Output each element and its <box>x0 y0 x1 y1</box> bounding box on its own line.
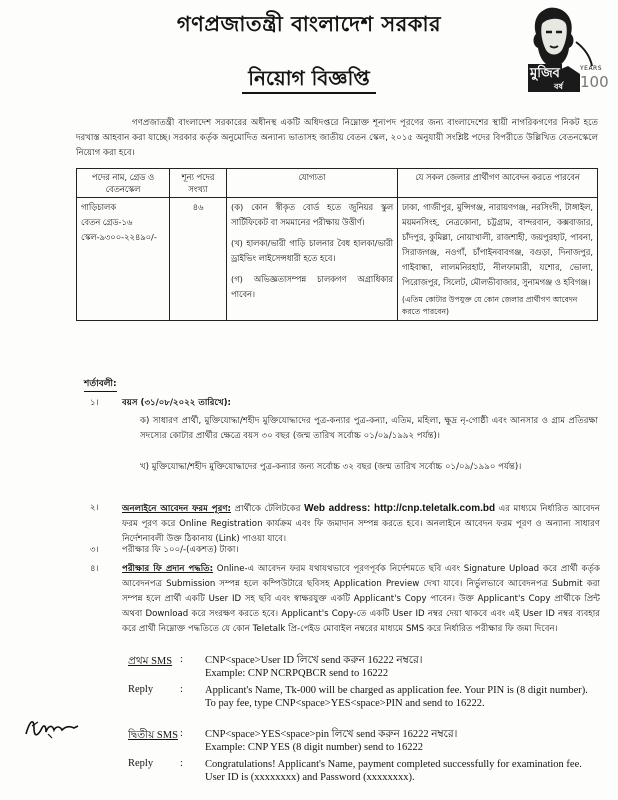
qualification-cell <box>227 198 398 321</box>
reply-2-colon: : <box>180 758 183 769</box>
vacancy-table <box>76 168 598 321</box>
terms-title: শর্তাবলী: <box>84 376 117 392</box>
term-1-a: ক) সাধারণ প্রার্থী, মুক্তিযোদ্ধা/শহীদ মুক্তিযোদ্ধাদের পুত্র-কন্যার পুত্র-কন্যা, এতিম, মহিলা, ক্ষুদ্র নৃ-গোষ্ঠী এবং আনসার ও গ্রাম প্রতিরক্ষা সদস্যের কোটার প্রার্থীর ক্ষেত্রে বয়স ৩০ বছর (জন্ম তারিখ সর্বোচ্চ ০১/০৯/১৯৯২ পর্যন্ত)। <box>140 416 598 441</box>
logo-word: মুজিব <box>528 64 562 85</box>
qualification-b: (খ) হালকা/ভারী গাড়ি চালনার বৈধ হালকা/ভারী ড্রাইভিং লাইসেন্সধারী হতে হবে। <box>231 238 393 263</box>
sms-2-text: CNP<space>YES<space>pin লিখে send করুন 16222 নম্বরে। Example: CNP YES (8 digit number) send to 16222 <box>205 729 458 753</box>
handwritten-signature-icon <box>22 714 82 744</box>
term-4-text: পরীক্ষার ফি প্রদান পদ্ধতি: Online-এ আবেদন ফরম যথাযথভাবে পূরণপূর্বক নির্দেশমতে ছবি এবং Signature Upload করে প্রার্থী কর্তৃক আবেদনপত্র Submission সম্পন্ন হলে কম্পিউটারে ছবিসহ Application Preview দেখা যাবে। নির্ভুলভাবে আবেদনপত্র Submit করা সম্পন্ন হলে প্রার্থী একটি User ID সহ ছবি এবং স্বাক্ষরযুক্ত একটি Applicant's Copy পাবেন। উক্ত Applicant's Copy প্রার্থীকে প্রিন্ট অথবা Download করে সংরক্ষণ করতে হবে। Applicant's Copy-তে একটি User ID নম্বর দেয়া থাকবে এবং এই User ID নম্বর ব্যবহার করে প্রার্থী নিম্নোক্ত পদ্ধতিতে যে কোন Teletalk প্রি-পেইড মোবাইল নম্বরের মাধ্যমে SMS করে নির্ধারিত পরীক্ষার ফি জমা দিবেন। <box>122 564 600 634</box>
header-vacancies: শূন্য পদের সংখ্যা <box>170 169 227 198</box>
quota-note: (এতিম কোটার উপযুক্ত যে কোন জেলার প্রার্থীগণ আবেদন করতে পারবেন) <box>402 295 578 316</box>
reply-1-text: Applicant's Name, Tk-000 will be charged as application fee. Your PIN is (8 digit number). To pay fee, type CNP<space>YES<space>PIN and send to 16222. <box>205 685 588 709</box>
term-1-heading: বয়স (৩১/০৮/২০২২ তারিখে): <box>122 398 231 408</box>
qualification-a: (ক) কোন স্বীকৃত বোর্ড হতে জুনিয়র স্কুল সার্টিফিকেট বা সমমানের পরীক্ষায় উত্তীর্ণ। <box>231 202 393 227</box>
term-2-number: ২। <box>90 503 99 513</box>
post-scale: স্কেল-৯৩০০-২২৪৯০/- <box>81 232 157 242</box>
post-name: গাড়িচালক <box>81 202 117 212</box>
term-3-text: পরীক্ষার ফি ১০০/-(একশত) টাকা। <box>122 545 239 555</box>
term-3-number: ৩। <box>90 545 99 555</box>
notice-title: নিয়োগ বিজ্ঞপ্তি <box>0 64 618 97</box>
logo-years: YEARS <box>580 65 603 72</box>
vacancy-count: ৪৬ <box>170 198 227 321</box>
table-header-row <box>77 169 598 198</box>
sms-1-label: প্রথম SMS <box>128 656 173 667</box>
government-title: গণপ্রজাতন্ত্রী বাংলাদেশ সরকার <box>176 12 442 36</box>
term-1-b: খ) মুক্তিযোদ্ধা/শহীদ মুক্তিযোদ্ধাদের পুত্র-কন্যার জন্য সর্বোচ্চ ৩২ বছর (জন্ম তারিখ সর্বোচ্চ ০১/০৯/১৯৯০ পর্যন্ত)। <box>140 462 522 472</box>
reply-1-colon: : <box>180 684 183 695</box>
logo-sub: বর্ষ <box>554 82 563 91</box>
table-row <box>77 198 598 321</box>
sms-2-colon: : <box>180 728 183 739</box>
sms-2-label: দ্বিতীয় SMS <box>128 730 178 741</box>
header-post: পদের নাম, গ্রেড ও বেতনস্কেল <box>77 169 170 198</box>
intro-paragraph: গণপ্রজাতন্ত্রী বাংলাদেশ সরকারের অধীনস্থ একটি অধিদপ্তরে নিম্নোক্ত শূন্যপদ পূরণের জন্য বাংলাদেশের স্থায়ী নাগরিকগণের নিকট হতে দরখাস্ত আহবান করা যাচ্ছে। সরকার কর্তৃক অনুমোদিত অন্যান্য ভাতাসহ জাতীয় বেতন স্কেল, ২০১৫ অনুযায়ী সংশ্লিষ্ট পদের বিপরীতে উল্লিখিত বেতনস্কেলে নিয়োগ করা হবে। <box>76 118 598 158</box>
districts-list: ঢাকা, গাজীপুর, মুন্সিগঞ্জ, নারায়ণগঞ্জ, নরসিংদী, টাঙ্গাইল, ময়মনসিংহ, নেত্রকোনা, চট্টগ্রাম, বান্দরবান, কক্সবাজার, চাঁদপুর, কুমিল্লা, নোয়াখালী, রাজশাহী, জয়পুরহাট, পাবনা, সিরাজগঞ্জ, নওগাঁ, চাঁপাইনবাবগঞ্জ, বগুড়া, দিনাজপুর, গাইবান্ধা, লালমনিরহাট, নীলফামারী, যশোর, ভোলা, পিরোজপুর, সিলেট, মৌলভীবাজার, সুনামগঞ্জ ও হবিগঞ্জ। <box>402 202 593 287</box>
sms-1-text: CNP<space>User ID লিখে send করুন 16222 নম্বরে। Example: CNP NCRPQBCR send to 16222 <box>205 655 423 679</box>
districts-cell <box>398 198 598 321</box>
sms-1-colon: : <box>180 654 183 665</box>
qualification-c: (গ) অভিজ্ঞতাসম্পন্ন চালকগণ অগ্রাধিকার পাবেন। <box>231 274 393 299</box>
post-cell <box>77 198 170 321</box>
term-4-number: ৪। <box>90 564 99 574</box>
post-grade: বেতন গ্রেড-১৬ <box>81 217 133 227</box>
teletalk-url-link[interactable]: http://cnp.teletalk.com.bd <box>373 503 496 514</box>
term-1-number: ১। <box>90 398 99 408</box>
header-districts: যে সকল জেলার প্রার্থীগণ আবেদন করতে পারবেন <box>398 169 598 198</box>
reply-2-label: Reply <box>128 758 154 769</box>
logo-number: 100 <box>580 73 609 91</box>
reply-1-label: Reply <box>128 684 154 695</box>
reply-2-text: Congratulations! Applicant's Name, payment completed successfully for examination fee. User ID is (xxxxxxxx) and Password (xxxxxxxx). <box>205 759 582 783</box>
term-2-text: অনলাইনে আবেদন ফরম পূরণ: প্রার্থীকে টেলিটকের Web address: http://cnp.teletalk.com.bd এর মাধ্যমে নির্ধারিত আবেদন ফরম পূরণ করে Online Registration কার্যক্রম এবং ফি জমাদান সম্পন্ন করতে হবে। অনলাইনে আবেদন ফরম পূরণ ও অন্যান্য সাধারণ নির্দেশনাবলী উক্ত ঠিকানায় (Link) পাওয়া যাবে। <box>122 503 600 544</box>
header-qualification: যোগ্যতা <box>227 169 398 198</box>
